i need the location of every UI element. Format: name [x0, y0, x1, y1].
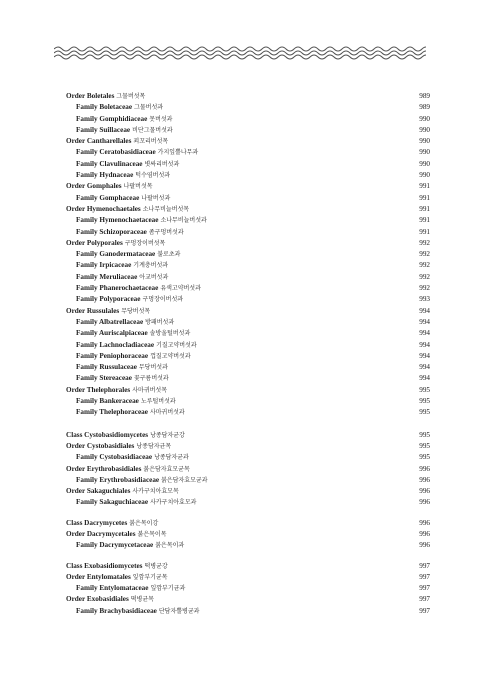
taxon-korean-name: 기질고약버섯과	[156, 341, 197, 349]
taxon-latin-name: Family Peniophoraceae	[76, 351, 149, 360]
taxon-korean-name: 잎깜부기균목	[132, 573, 168, 581]
page-number: 995	[419, 453, 430, 462]
toc-entry-family	[66, 317, 430, 328]
taxon-latin-name: Family Cystobasidiaceae	[76, 453, 153, 462]
taxon-korean-name: 잎깜부기균과	[150, 585, 186, 593]
toc-entry-family	[66, 606, 430, 617]
page-number: 994	[419, 329, 430, 338]
taxon-latin-name: Order Gomphales	[66, 182, 122, 191]
taxon-latin-name: Family Auriscalpiaceae	[76, 329, 148, 338]
taxon-latin-name: Family Thelephoraceae	[76, 408, 148, 417]
toc-entry-order	[66, 204, 430, 215]
toc-entry-family	[66, 351, 430, 362]
taxon-latin-name: Family Polyporaceae	[76, 295, 141, 304]
taxon-latin-name: Family Stereaceae	[76, 374, 132, 383]
page-number: 995	[419, 385, 430, 394]
toc-entry-order	[66, 441, 430, 452]
taxon-latin-name: Order Cystobasidiales	[66, 441, 135, 450]
taxon-korean-name: 기계충버섯과	[133, 262, 169, 270]
toc-entry-order	[66, 572, 430, 583]
taxon-korean-name: 사마귀버섯목	[132, 386, 168, 394]
page-number: 990	[419, 171, 430, 180]
page-number: 995	[419, 430, 430, 439]
taxon-korean-name: 그물버섯과	[134, 104, 164, 112]
page-number: 997	[419, 572, 430, 581]
page-number: 996	[419, 529, 430, 538]
taxon-korean-name: 못버섯과	[149, 115, 173, 123]
page-number: 997	[419, 606, 430, 615]
page-number: 990	[419, 137, 430, 146]
taxon-korean-name: 나팔버섯과	[141, 194, 171, 202]
page-number: 995	[419, 408, 430, 417]
taxon-latin-name: Order Cantharellales	[66, 137, 132, 146]
taxon-korean-name: 노루털버섯과	[140, 398, 176, 406]
toc-entry-family	[66, 340, 430, 351]
taxon-korean-name: 꾀꼬리버섯목	[133, 138, 169, 146]
toc-entry-order	[66, 181, 430, 192]
taxon-latin-name: Family Hymenochaetaceae	[76, 216, 159, 225]
taxon-latin-name: Family Ceratobasidiaceae	[76, 148, 156, 157]
taxon-latin-name: Order Hymenochaetales	[66, 204, 141, 213]
taxon-korean-name: 구멍장이버섯과	[142, 296, 184, 304]
taxon-korean-name: 낭종담자균목	[136, 442, 172, 450]
page-number: 997	[419, 561, 430, 570]
toc-entry-class	[66, 561, 430, 572]
toc-entry-family	[66, 102, 430, 113]
toc-entry-family	[66, 328, 430, 339]
toc-entry-family	[66, 583, 430, 594]
toc-entry-family	[66, 497, 430, 508]
page-number: 991	[419, 182, 430, 191]
page-number: 994	[419, 306, 430, 315]
page-number: 991	[419, 204, 430, 213]
page-number: 994	[419, 351, 430, 360]
toc-entry-family	[66, 227, 430, 238]
taxon-latin-name: Family Albatrellaceae	[76, 317, 144, 326]
taxon-latin-name: Family Bankeraceae	[76, 397, 139, 406]
taxon-korean-name: 볏싸리버섯과	[144, 160, 180, 168]
taxon-korean-name: 껍질고약버섯과	[150, 352, 191, 360]
taxon-latin-name: Family Dacrymycetaceae	[76, 541, 154, 550]
taxon-korean-name: 아교버섯과	[139, 273, 169, 281]
toc-entry-order	[66, 486, 430, 497]
taxon-latin-name: Family Lachnocladiaceae	[76, 340, 155, 349]
page-number: 994	[419, 317, 430, 326]
taxon-latin-name: Family Boletaceae	[76, 103, 133, 112]
taxon-korean-name: 붉은목이목	[137, 530, 167, 538]
taxon-korean-name: 붉은목이과	[155, 542, 185, 550]
taxon-korean-name: 소나무비늘버섯과	[160, 217, 207, 225]
page-number: 996	[419, 518, 430, 527]
taxon-korean-name: 붉은목이강	[129, 519, 159, 527]
page-number: 991	[419, 227, 430, 236]
taxon-latin-name: Family Gomphidiaceae	[76, 114, 148, 123]
taxon-korean-name: 가지잎뿔나무과	[157, 149, 199, 157]
toc-entry-family	[66, 407, 430, 418]
taxon-latin-name: Order Entylomatales	[66, 572, 131, 581]
taxon-latin-name: Order Thelephorales	[66, 385, 131, 394]
toc-entry-family	[66, 475, 430, 486]
page-number: 997	[419, 595, 430, 604]
toc-entry-family	[66, 147, 430, 158]
taxon-korean-name: 꽃구름버섯과	[133, 375, 169, 383]
taxon-korean-name: 좀구멍버섯과	[148, 228, 184, 236]
taxon-latin-name: Family Schizoporaceae	[76, 227, 147, 236]
taxon-korean-name: 붉은담자효모균목	[143, 465, 190, 473]
taxon-korean-name: 소나무비늘버섯목	[142, 205, 190, 213]
toc-entry-family	[66, 452, 430, 463]
toc-entry-order	[66, 306, 430, 317]
taxon-korean-name: 무당버섯과	[138, 364, 168, 372]
taxon-korean-name: 유색고약버섯과	[160, 285, 201, 293]
page-number: 996	[419, 541, 430, 550]
taxon-latin-name: Order Russulales	[66, 306, 120, 315]
taxon-latin-name: Order Boletales	[66, 92, 115, 100]
decorative-wave-border	[54, 44, 426, 62]
taxon-latin-name: Order Exobasidiales	[66, 595, 129, 604]
taxon-latin-name: Order Dacrymycetales	[66, 529, 136, 538]
taxon-latin-name: Class Dacrymycetes	[66, 518, 128, 527]
table-of-contents	[66, 91, 430, 617]
toc-entry-family	[66, 396, 430, 407]
toc-entry-order	[66, 238, 430, 249]
toc-entry-order	[66, 385, 430, 396]
toc-entry-family	[66, 193, 430, 204]
taxon-latin-name: Order Erythrobasidiales	[66, 464, 142, 473]
taxon-korean-name: 그물버섯목	[116, 93, 146, 100]
taxon-korean-name: 턱수염버섯과	[135, 172, 171, 180]
taxon-latin-name: Family Suillaceae	[76, 125, 131, 134]
taxon-latin-name: Family Gomphaceae	[76, 193, 140, 202]
toc-entry-family	[66, 294, 430, 305]
toc-entry-order	[66, 464, 430, 475]
taxon-latin-name: Family Brachybasidiaceae	[76, 606, 157, 615]
page-number: 989	[419, 92, 430, 100]
taxon-korean-name: 떡병균강	[144, 562, 168, 570]
taxon-korean-name: 솔방울털버섯과	[149, 330, 191, 338]
taxon-korean-name: 무당버섯목	[121, 307, 151, 315]
page-number: 995	[419, 397, 430, 406]
page-number: 990	[419, 114, 430, 123]
taxon-latin-name: Family Russulaceae	[76, 363, 137, 372]
taxon-latin-name: Family Meruliaceae	[76, 272, 138, 281]
page-number: 996	[419, 498, 430, 507]
page-number: 992	[419, 250, 430, 259]
toc-entry-family	[66, 283, 430, 294]
taxon-latin-name: Family Ganodermataceae	[76, 250, 156, 259]
taxon-latin-name: Family Irpicaceae	[76, 261, 132, 270]
taxon-korean-name: 나팔버섯목	[123, 183, 153, 191]
toc-entry-family	[66, 249, 430, 260]
taxon-latin-name: Family Phanerochaetaceae	[76, 284, 159, 293]
taxon-korean-name: 불로초과	[157, 251, 181, 259]
page-number: 991	[419, 216, 430, 225]
page-number: 996	[419, 475, 430, 484]
taxon-korean-name: 떡병균목	[130, 596, 154, 604]
page-number: 990	[419, 125, 430, 134]
page-number: 997	[419, 584, 430, 593]
toc-entry-order	[66, 91, 430, 102]
toc-entry-order	[66, 529, 430, 540]
taxon-latin-name: Family Sakaguchiaceae	[76, 498, 149, 507]
taxon-korean-name: 사카구치아효모목	[132, 488, 179, 496]
page-number: 992	[419, 272, 430, 281]
taxon-korean-name: 낭종담자균강	[150, 431, 185, 439]
taxon-korean-name: 붉은담자효모균과	[161, 476, 208, 484]
toc-entry-family	[66, 125, 430, 136]
toc-entry-family	[66, 159, 430, 170]
taxon-latin-name: Class Cystobasidiomycetes	[66, 430, 149, 439]
taxon-korean-name: 사카구치아효모과	[150, 499, 197, 507]
page-number: 989	[419, 103, 430, 112]
taxon-korean-name: 구멍장이버섯목	[124, 239, 166, 247]
toc-entry-family	[66, 272, 430, 283]
page-number: 990	[419, 148, 430, 157]
toc-entry-order	[66, 594, 430, 605]
taxon-korean-name: 단담자뿔병균과	[158, 607, 200, 615]
page-number: 995	[419, 441, 430, 450]
page-number: 991	[419, 193, 430, 202]
taxon-korean-name: 방패버섯과	[145, 318, 175, 326]
toc-entry-family	[66, 215, 430, 226]
taxon-latin-name: Class Exobasidiomycetes	[66, 561, 143, 570]
toc-entry-family	[66, 373, 430, 384]
taxon-korean-name: 낭종담자균과	[154, 454, 189, 462]
toc-entry-class	[66, 430, 430, 441]
taxon-latin-name: Order Polyporales	[66, 238, 123, 247]
toc-entry-family	[66, 114, 430, 125]
page-number: 996	[419, 487, 430, 496]
taxon-latin-name: Family Hydnaceae	[76, 171, 134, 180]
page-number: 996	[419, 464, 430, 473]
taxon-latin-name: Order Sakaguchiales	[66, 487, 131, 496]
taxon-korean-name: 사마귀버섯과	[149, 409, 185, 417]
page-number: 994	[419, 374, 430, 383]
toc-entry-class	[66, 518, 430, 529]
page-number: 994	[419, 340, 430, 349]
toc-entry-family	[66, 540, 430, 551]
page-number: 994	[419, 363, 430, 372]
page-number: 992	[419, 284, 430, 293]
page-number: 990	[419, 159, 430, 168]
toc-entry-family	[66, 260, 430, 271]
taxon-latin-name: Family Clavulinaceae	[76, 159, 143, 168]
taxon-latin-name: Family Erythrobasidiaceae	[76, 475, 160, 484]
page-number: 992	[419, 261, 430, 270]
toc-entry-family	[66, 170, 430, 181]
taxon-latin-name: Family Entylomataceae	[76, 584, 149, 593]
page-number: 993	[419, 295, 430, 304]
page-number: 992	[419, 238, 430, 247]
taxon-korean-name: 비단그물버섯과	[132, 126, 173, 134]
toc-entry-order	[66, 136, 430, 147]
toc-entry-family	[66, 362, 430, 373]
